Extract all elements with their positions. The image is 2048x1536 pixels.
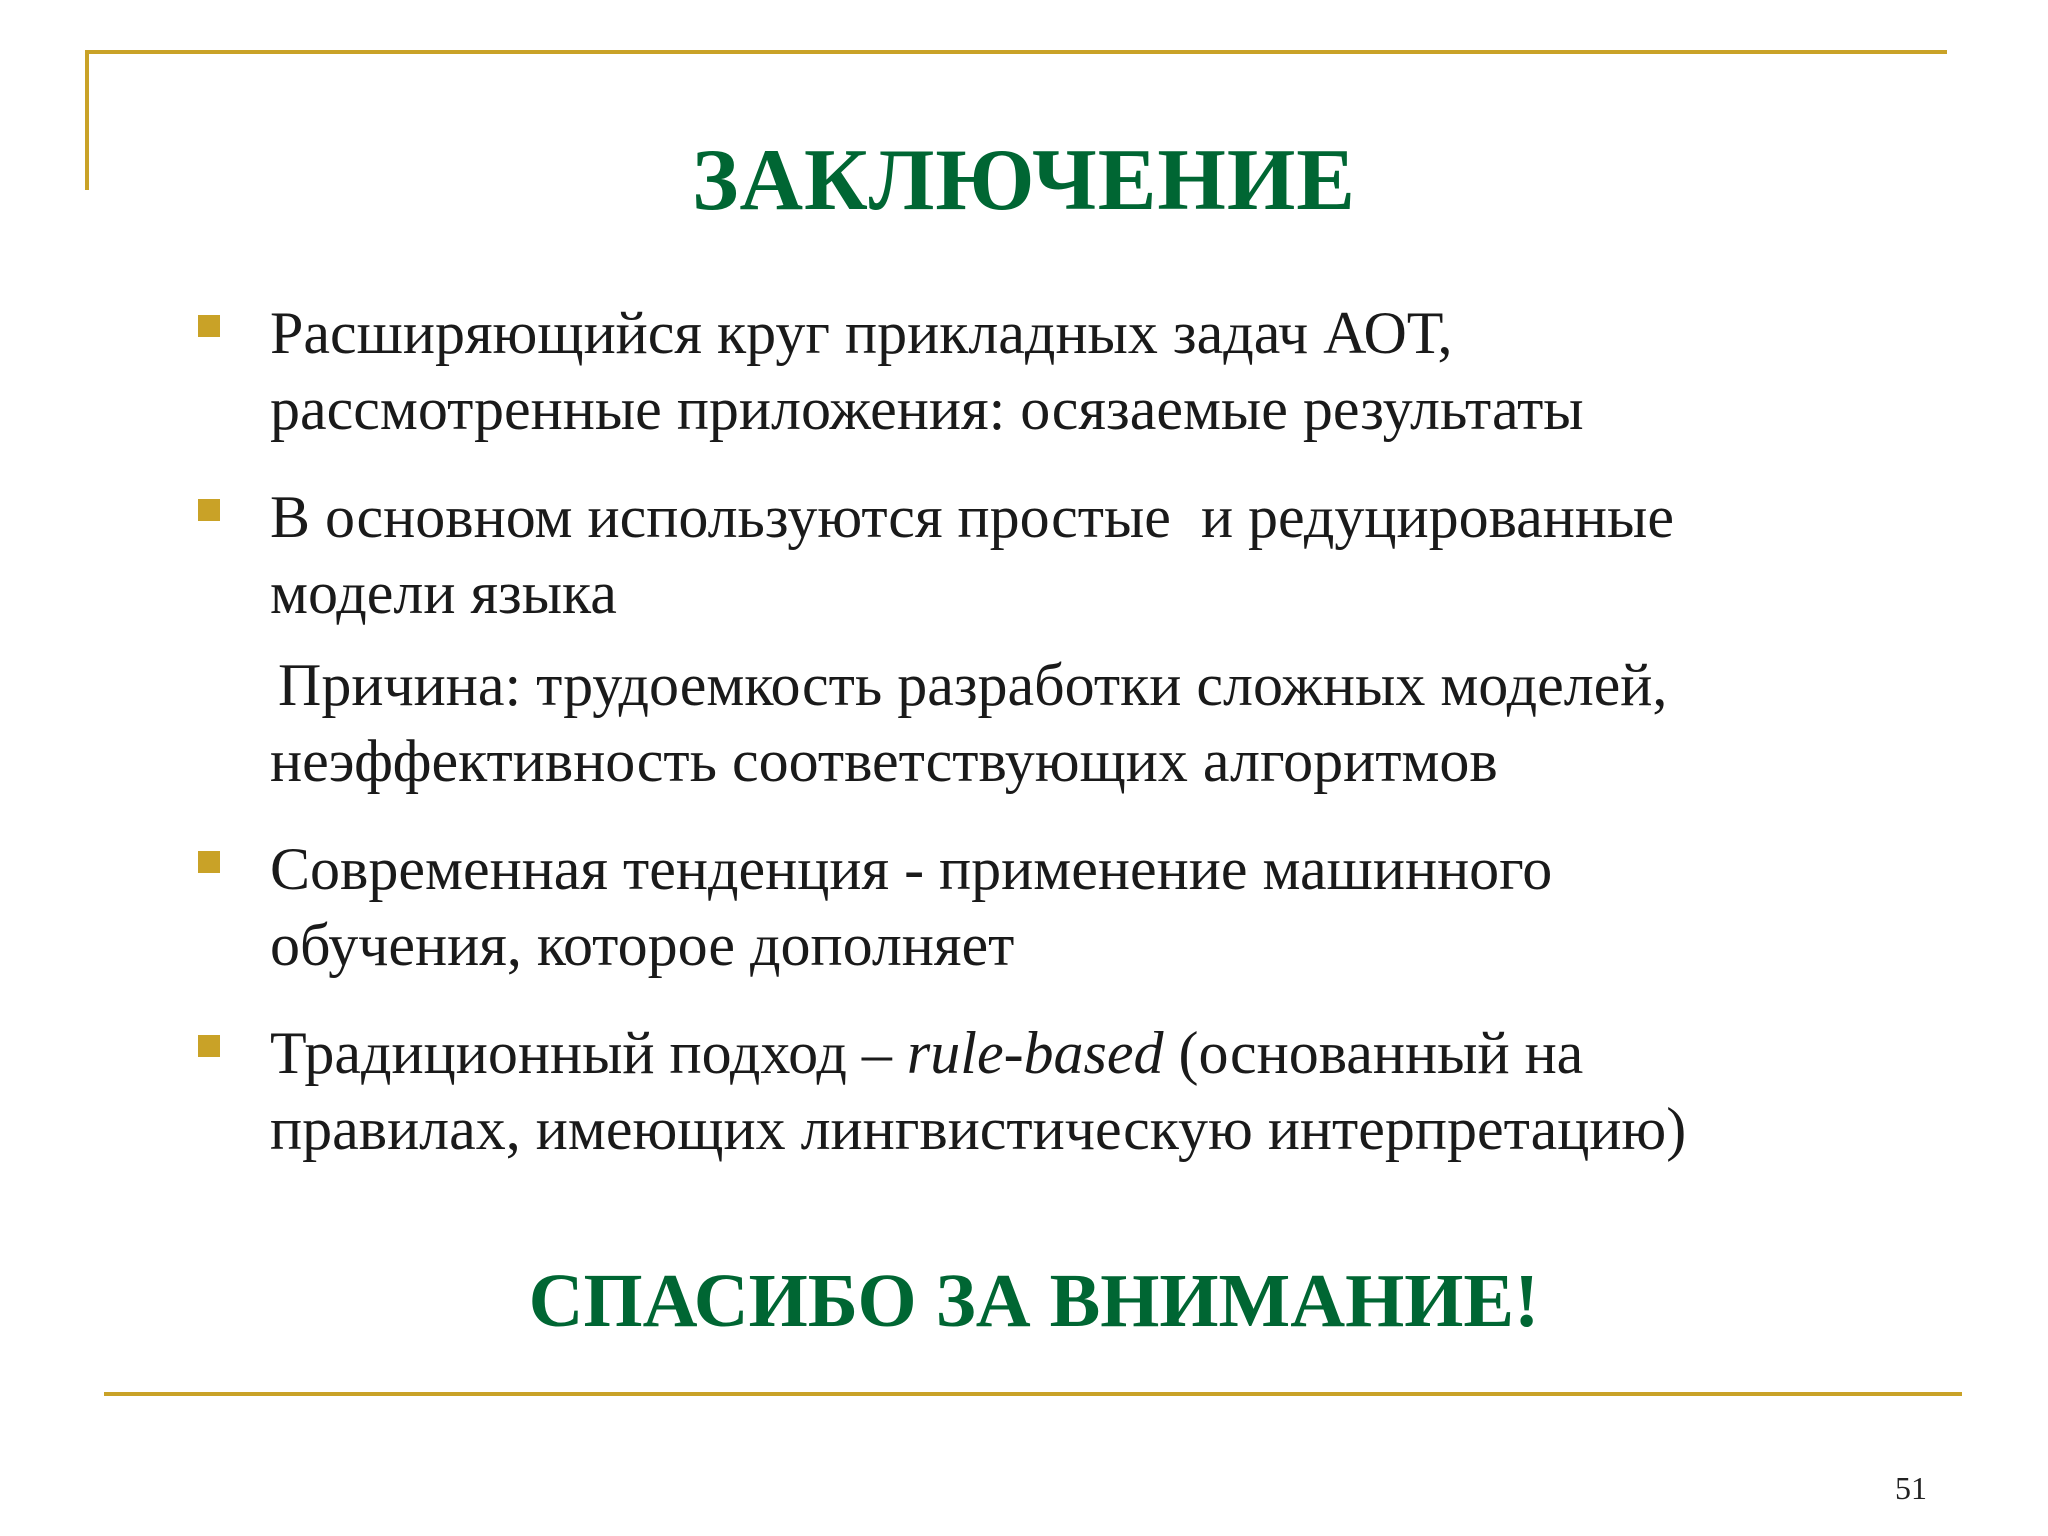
frame-top-border (85, 50, 1947, 54)
square-bullet-icon (198, 1035, 220, 1057)
slide-content (190, 295, 1950, 1199)
bullet-text-plain: (основанный на (1163, 1020, 1584, 1086)
bullet-text-line (270, 1015, 1950, 1091)
square-bullet-icon (198, 315, 220, 337)
bullet-text-italic: rule-based (906, 1020, 1164, 1086)
bullet-text-line: правилах, имеющих лингвистическую интерпретацию) (270, 1096, 1687, 1162)
bullet-text-line: обучения, которое дополняет (270, 912, 1015, 978)
bullet-item (190, 1015, 1950, 1167)
slide-title: ЗАКЛЮЧЕНИЕ (692, 132, 1356, 229)
bullet-text-line: модели языка (270, 560, 617, 626)
bullet-text-plain: Традиционный подход – (270, 1020, 907, 1086)
bullet-item (190, 479, 1950, 631)
thanks-message: СПАСИБО ЗА ВНИМАНИЕ! (528, 1259, 1540, 1343)
bullet-item (190, 295, 1950, 447)
bullet-item (190, 831, 1950, 983)
page-number: 51 (1895, 1470, 1927, 1506)
frame-bottom-border (104, 1392, 1962, 1396)
bullet-text-line: Современная тенденция - применение машинного (270, 836, 1553, 902)
bullet-text-line: рассмотренные приложения: осязаемые результаты (270, 376, 1584, 442)
bullet-text-line: В основном используются простые и редуцированные (270, 484, 1674, 550)
square-bullet-icon (198, 499, 220, 521)
square-bullet-icon (198, 851, 220, 873)
sub-paragraph (190, 647, 1950, 799)
sub-paragraph-line: Причина: трудоемкость разработки сложных моделей, (278, 652, 1668, 718)
bullet-text-line: Расширяющийся круг прикладных задач АОТ, (270, 300, 1453, 366)
sub-paragraph-line: неэффективность соответствующих алгоритмов (270, 728, 1498, 794)
